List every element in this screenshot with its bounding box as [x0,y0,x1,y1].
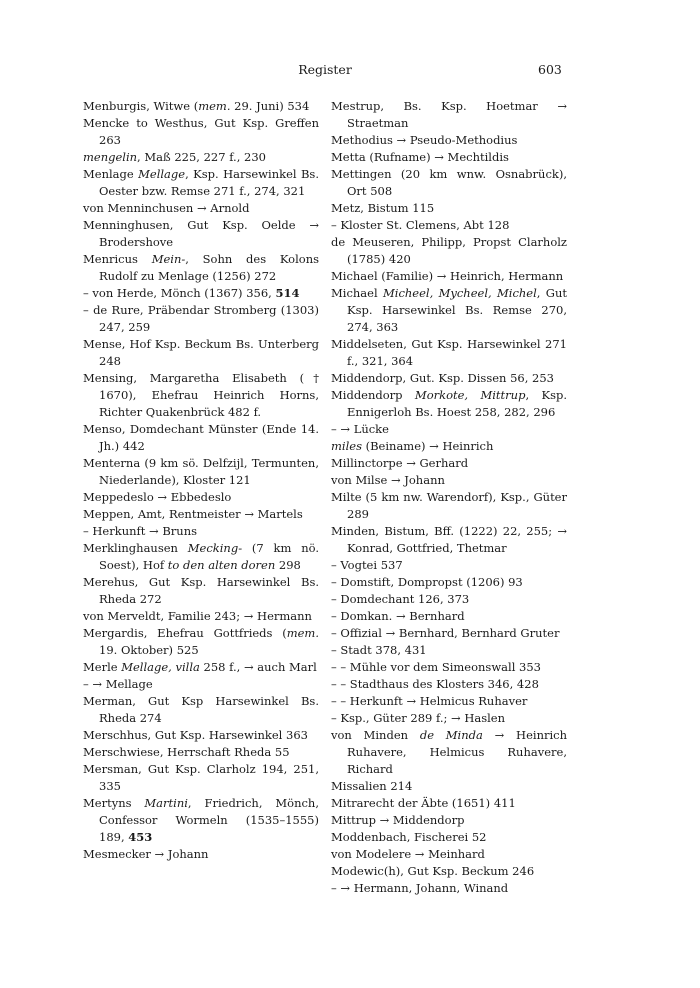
index-entry: Merklinghausen Mecking- (7 km nö. Soest), Hof to den alten doren 298 [83,541,319,572]
index-entry: Meppen, Amt, Rentmeister → Martels [83,507,303,521]
index-entry: Michael Micheel, Mycheel, Michel, Gut Ksp. Harsewinkel Bs. Remse 270, 274, 363 [331,286,568,334]
index-entry: – → Hermann, Johann, Winand [331,881,509,895]
index-entry: – Stadt 378, 431 [331,643,427,657]
index-entry: Menso, Domdechant Münster (Ende 14. Jh.) 442 [83,422,319,453]
running-header-title: Register [298,62,352,77]
page-number: 603 [538,62,562,77]
index-entry: Mettingen (20 km wnw. Osnabrück), Ort 508 [331,167,567,198]
index-entry: – – Mühle vor dem Simeonswall 353 [331,660,541,674]
index-entry: – de Rure, Präbendar Stromberg (1303) 247, 259 [83,303,319,334]
index-entry: miles (Beiname) → Heinrich [331,439,494,453]
index-entry: mengelin, Maß 225, 227 f., 230 [83,150,266,164]
index-entry: Merschwiese, Herrschaft Rheda 55 [83,745,290,759]
index-entry: Mittrup → Middendorp [331,813,465,827]
index-entry: Michael (Familie) → Heinrich, Hermann [331,269,564,283]
index-entry: Meppedeslo → Ebbedeslo [83,490,232,504]
index-entry: Merschhus, Gut Ksp. Harsewinkel 363 [83,728,308,742]
index-entry: Menricus Mein-, Sohn des Kolons Rudolf zu Menlage (1256) 272 [83,252,319,283]
index-entry: Merman, Gut Ksp Harsewinkel Bs. Rheda 274 [83,694,319,725]
index-entry: Mersman, Gut Ksp. Clarholz 194, 251, 335 [83,762,319,793]
index-column-right [331,98,567,897]
index-entry: – → Mellage [83,677,153,691]
index-column-left [83,98,319,863]
index-entry: – Offizial → Bernhard, Bernhard Gruter [331,626,560,640]
index-entry: – von Herde, Mönch (1367) 356, 514 [83,286,300,300]
index-entry: – Domdechant 126, 373 [331,592,470,606]
index-entry: Mense, Hof Ksp. Beckum Bs. Unterberg 248 [83,337,319,368]
index-entry: Metta (Rufname) → Mechtildis [331,150,509,164]
index-entry: Metz, Bistum 115 [331,201,435,215]
index-entry: – – Herkunft → Helmicus Ruhaver [331,694,528,708]
index-entry: Menninghusen, Gut Ksp. Oelde → Brodershove [83,218,319,249]
index-entry: – – Stadthaus des Klosters 346, 428 [331,677,539,691]
index-entry: Middelseten, Gut Ksp. Harsewinkel 271 f., 321, 364 [331,337,567,368]
index-entry: Menterna (9 km sö. Delfzijl, Termunten, Niederlande), Kloster 121 [83,456,319,487]
index-entry: Menburgis, Witwe (mem. 29. Juni) 534 [83,99,310,113]
index-entry: Menlage Mellage, Ksp. Harsewinkel Bs. Oester bzw. Remse 271 f., 274, 321 [83,167,319,198]
index-entry: Merle Mellage, villa 258 f., → auch Marl [83,660,317,674]
index-entry: von Modelere → Meinhard [331,847,485,861]
index-entry: von Merveldt, Familie 243; → Hermann [83,609,312,623]
index-entry: von Milse → Johann [331,473,445,487]
index-entry: Millinctorpe → Gerhard [331,456,469,470]
index-entry: de Meuseren, Philipp, Propst Clarholz (1785) 420 [331,235,567,266]
index-entry: Merehus, Gut Ksp. Harsewinkel Bs. Rheda 272 [83,575,319,606]
index-entry: – Domkan. → Bernhard [331,609,465,623]
index-entry: Middendorp, Gut. Ksp. Dissen 56, 253 [331,371,554,385]
index-entry: Methodius → Pseudo-Methodius [331,133,518,147]
index-entry: Milte (5 km nw. Warendorf), Ksp., Güter 289 [331,490,567,521]
index-entry: von Menninchusen → Arnold [83,201,250,215]
index-entry: Moddenbach, Fischerei 52 [331,830,487,844]
index-entry: Missalien 214 [331,779,413,793]
index-entry: – Ksp., Güter 289 f.; → Haslen [331,711,506,725]
index-entry: Mitrarecht der Äbte (1651) 411 [331,796,516,810]
index-entry: von Minden de Minda → Heinrich Ruhavere, Helmicus Ruhavere, Richard [331,728,567,776]
index-entry: Mertyns Martini, Friedrich, Mönch, Confessor Wormeln (1535–1555) 189, 453 [83,796,319,844]
index-entry: – Herkunft → Bruns [83,524,198,538]
index-entry: Mesmecker → Johann [83,847,209,861]
index-entry: – Vogtei 537 [331,558,403,572]
index-entry: Mestrup, Bs. Ksp. Hoetmar → Straetman [331,99,567,130]
index-entry: – → Lücke [331,422,389,436]
index-entry: Mencke to Westhus, Gut Ksp. Greffen 263 [83,116,319,147]
index-entry: Middendorp Morkote, Mittrup, Ksp. Ennigerloh Bs. Hoest 258, 282, 296 [331,388,567,419]
index-entry: Mensing, Margaretha Elisabeth († 1670), Ehefrau Heinrich Horns, Richter Quakenbrück 482 f. [83,371,319,419]
index-entry: Mergardis, Ehefrau Gottfrieds (mem. 19. Oktober) 525 [83,626,319,657]
index-entry: – Domstift, Dompropst (1206) 93 [331,575,523,589]
index-entry: Modewic(h), Gut Ksp. Beckum 246 [331,864,535,878]
index-entry: Minden, Bistum, Bff. (1222) 22, 255; → Konrad, Gottfried, Thetmar [331,524,567,555]
index-entry: – Kloster St. Clemens, Abt 128 [331,218,510,232]
